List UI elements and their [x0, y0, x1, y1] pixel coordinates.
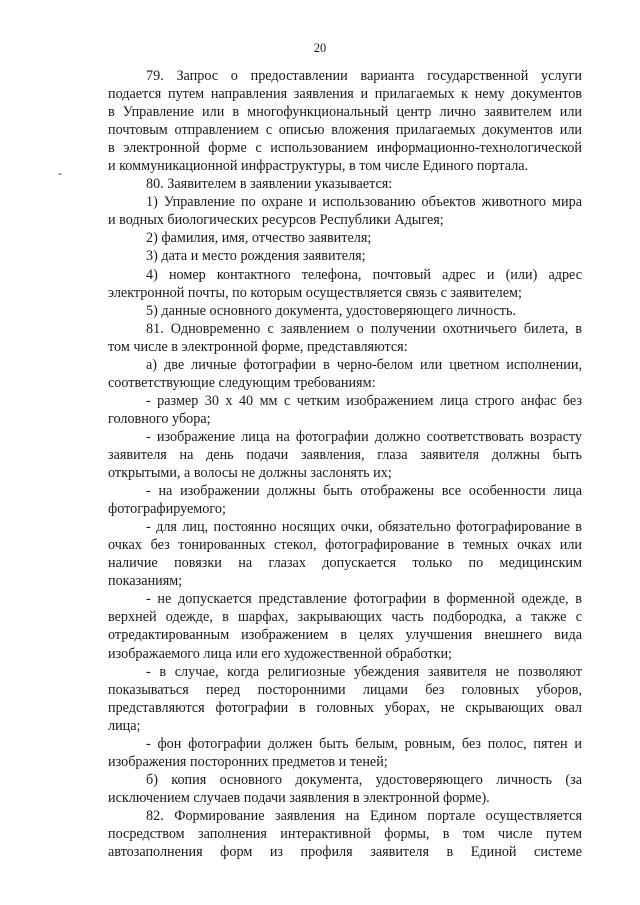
- text-line: 1) Управление по охране и использованию объектов животного мира: [146, 194, 582, 211]
- text-line: в Управление или в многофункциональный центр лично заявителем или: [108, 104, 582, 121]
- text-line: почтовым отправлением с описью вложения прилагаемых документов или: [108, 122, 582, 139]
- text-line: и коммуникационной инфраструктуры, в том числе Единого портала.: [108, 158, 529, 175]
- text-line: 80. Заявителем в заявлении указывается:: [146, 176, 393, 193]
- text-line: наличие повязки на глазах допускается только по медицинским: [108, 555, 582, 572]
- text-line: заявителя на день подачи заявления, глаза заявителя должны быть: [108, 446, 582, 463]
- text-line: лица;: [108, 717, 141, 734]
- text-line: 2) фамилия, имя, отчество заявителя;: [146, 230, 372, 247]
- text-line: фотографируемого;: [108, 501, 226, 518]
- text-line: открытыми, а волосы не должны заслонять их;: [108, 465, 392, 482]
- text-line: и водных биологических ресурсов Республики Адыгея;: [108, 212, 444, 229]
- text-line: соответствующие следующим требованиям:: [108, 374, 376, 391]
- text-line: показываться перед посторонними лицами без головных уборов,: [108, 681, 582, 698]
- text-line: - в случае, когда религиозные убеждения заявителя не позволяют: [146, 663, 582, 680]
- text-line: очках без тонированных стекол, фотографирование в темных очках или: [108, 537, 582, 554]
- page-number: 20: [313, 41, 327, 55]
- text-line: головного убора;: [108, 410, 211, 427]
- text-line: посредством заполнения интерактивной формы, в том числе путем: [108, 825, 582, 842]
- text-line: 82. Формирование заявления на Едином портале осуществляется: [146, 807, 582, 824]
- text-line: изображаемого лица или его художественной обработки;: [108, 645, 452, 662]
- text-line: - размер 30 х 40 мм с четким изображением лица строго анфас без: [146, 392, 582, 409]
- text-line: том числе в электронной форме, представляются:: [108, 338, 408, 355]
- text-line: 5) данные основного документа, удостоверяющего личность.: [146, 302, 516, 319]
- text-line: б) копия основного документа, удостоверяющего личность (за: [146, 771, 582, 788]
- text-line: - не допускается представление фотографии в форменной одежде, в: [146, 591, 582, 608]
- text-line: изображения посторонних предметов и теней;: [108, 753, 388, 770]
- text-line: 81. Одновременно с заявлением о получении охотничьего билета, в: [146, 320, 582, 337]
- text-line: показаниям;: [108, 573, 183, 590]
- text-line: автозаполнения форм из профиля заявителя в Единой системе: [108, 844, 582, 861]
- text-line: 79. Запрос о предоставлении варианта государственной услуги: [146, 68, 582, 84]
- text-line: - изображение лица на фотографии должно соответствовать возрасту: [146, 428, 582, 445]
- text-line: отредактированным изображением в целях улучшения внешнего вида: [108, 627, 582, 644]
- text-line: представляются фотографии в головных уборах, не скрывающих овал: [108, 699, 582, 716]
- document-body: [108, 67, 582, 861]
- margin-mark: -: [58, 166, 62, 180]
- text-line: верхней одежде, в шарфах, закрывающих часть подбородка, а также с: [108, 609, 582, 626]
- text-line: исключением случаев подачи заявления в электронной форме).: [108, 789, 490, 806]
- text-line: - фон фотографии должен быть белым, ровным, без полос, пятен и: [146, 735, 582, 752]
- text-line: 3) дата и место рождения заявителя;: [146, 248, 366, 265]
- text-line: а) две личные фотографии в черно-белом или цветном исполнении,: [146, 356, 582, 373]
- text-line: в электронной форме с использованием информационно-технологической: [108, 140, 582, 157]
- text-line: 4) номер контактного телефона, почтовый адрес и (или) адрес: [146, 266, 582, 283]
- text-line: - на изображении должны быть отображены все особенности лица: [146, 483, 582, 500]
- text-line: электронной почты, по которым осуществляется связь с заявителем;: [108, 284, 522, 301]
- text-line: - для лиц, постоянно носящих очки, обязательно фотографирование в: [146, 519, 582, 536]
- text-line: подается путем направления заявления и прилагаемых к нему документов: [108, 86, 582, 103]
